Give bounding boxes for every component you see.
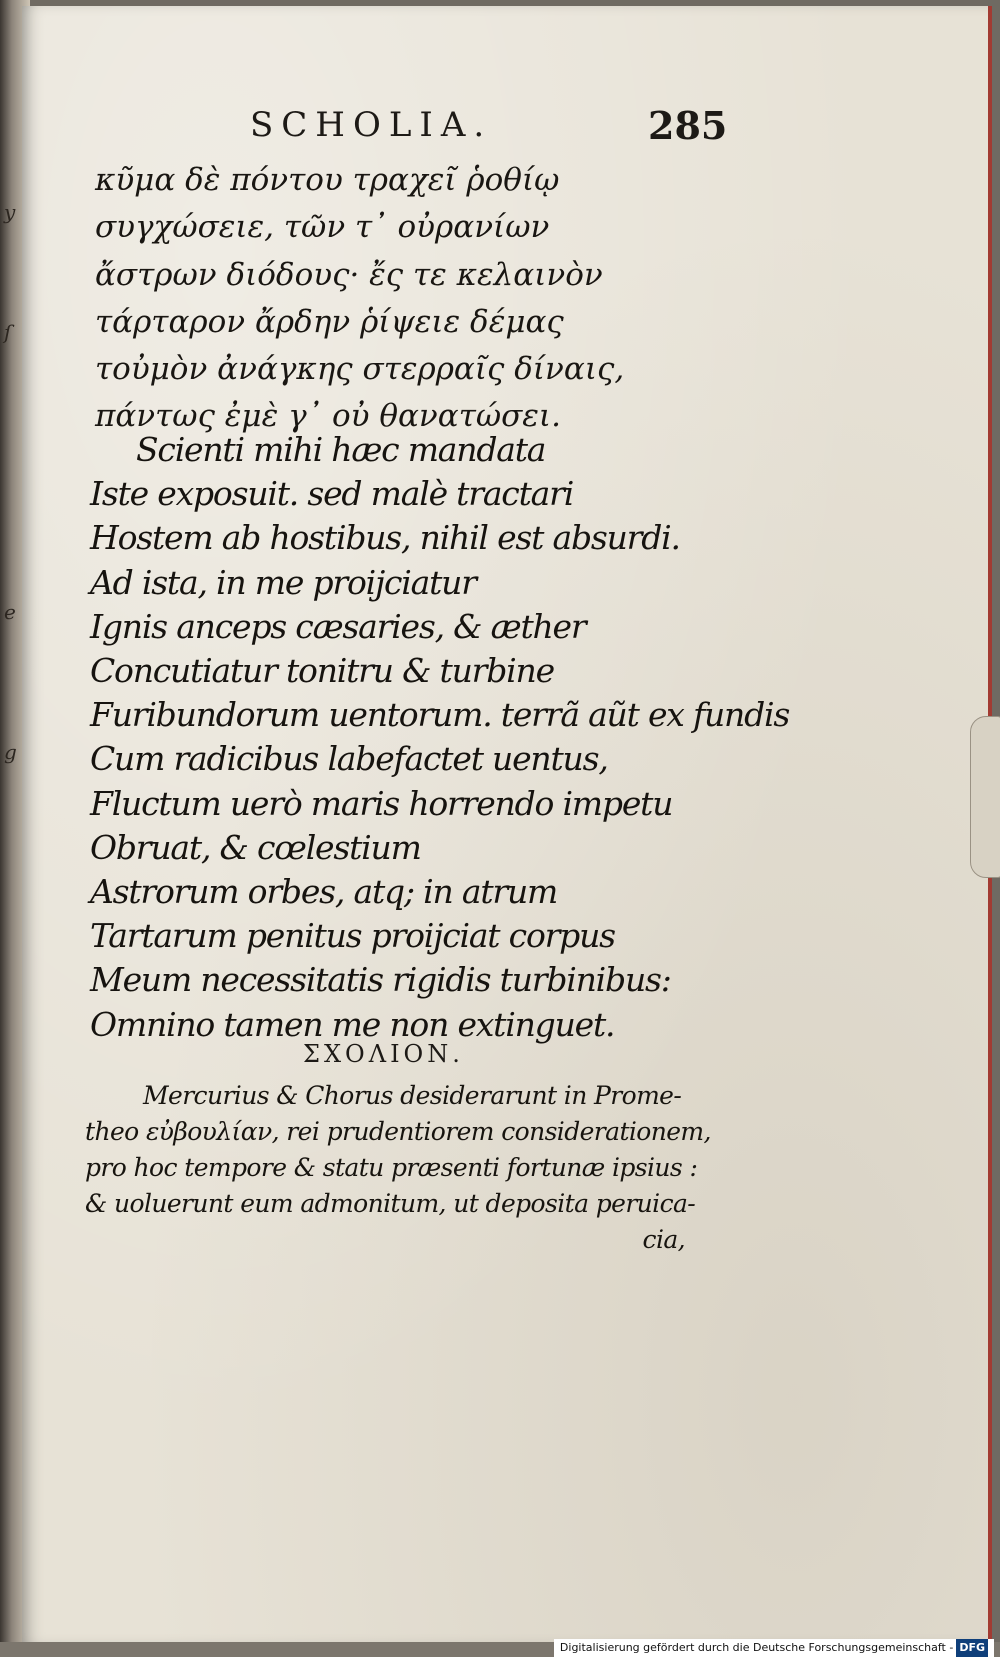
latin-verse-line: Obruat, & cœlestium: [90, 827, 421, 867]
greek-verse-line: τάρταρον ἄρδην ῥίψειε δέμας: [95, 303, 564, 340]
latin-verse: [90, 428, 790, 1047]
latin-verse-line: Tartarum penitus proijciat corpus: [90, 916, 615, 956]
page-tab-marker: [970, 716, 1000, 878]
greek-verse-line: ἄστρων διόδους· ἔς τε κελαινὸν: [95, 256, 603, 293]
greek-verse-line: κῦμα δὲ πόντου τραχεῖ ῥοθίῳ: [95, 162, 560, 198]
scholion-line: cia,: [642, 1225, 685, 1254]
latin-verse-line: Hostem ab hostibus, nihil est absurdi.: [90, 518, 680, 558]
scholion-line: & uoluerunt eum admonitum, ut deposita peruica-: [85, 1189, 696, 1218]
digitization-attribution: [554, 1639, 994, 1657]
greek-verse-line: συγχώσειε, τῶν τ᾽ οὐρανίων: [95, 209, 550, 246]
latin-verse-line: Ignis anceps cæsaries, & æther: [90, 606, 586, 646]
page-number: 285: [648, 103, 728, 148]
scholion-title: ΣΧΟΛΙΟΝ.: [303, 1040, 464, 1068]
greek-verse-line: πάντως ἐμὲ γ᾽ οὐ θανατώσει.: [95, 398, 561, 435]
latin-verse-line: Astrorum orbes, atq; in atrum: [90, 872, 558, 912]
scholion-line: Mercurius & Chorus desiderarunt in Prome-: [143, 1081, 682, 1110]
adjacent-page-edge: y ſ e g: [0, 0, 30, 1657]
dfg-logo: DFG: [956, 1639, 988, 1657]
latin-verse-line: Scienti mihi hæc mandata: [136, 430, 546, 469]
attribution-text: Digitalisierung gefördert durch die Deutsche Forschungsgemeinschaft -: [559, 1641, 954, 1654]
latin-verse-line: Cum radicibus labefactet uentus,: [90, 739, 608, 779]
latin-verse-line: Fluctum uerò maris horrendo impetu: [90, 783, 673, 823]
scholion-text: [85, 1078, 711, 1258]
latin-verse-line: Concutiatur tonitru & turbine: [90, 651, 554, 691]
latin-verse-line: Omnino tamen me non extinguet.: [90, 1004, 615, 1044]
greek-verse-line: τοὐμὸν ἀνάγκης στερραῖς δίναις,: [95, 351, 625, 388]
scholion-line: theo εὐβουλίαν, rei prudentiorem considerationem,: [85, 1117, 711, 1146]
scholion-line: pro hoc tempore & statu præsenti fortunæ ipsius :: [85, 1153, 698, 1182]
latin-verse-line: Furibundorum uentorum. terrã aũt ex fundis: [90, 695, 790, 735]
greek-verse: [95, 157, 655, 441]
latin-verse-line: Ad ista, in me proijciatur: [90, 562, 476, 602]
latin-verse-line: Iste exposuit. sed malè tractari: [90, 474, 574, 514]
running-head: SCHOLIA.: [250, 105, 493, 145]
latin-verse-line: Meum necessitatis rigidis turbinibus:: [90, 960, 671, 1000]
